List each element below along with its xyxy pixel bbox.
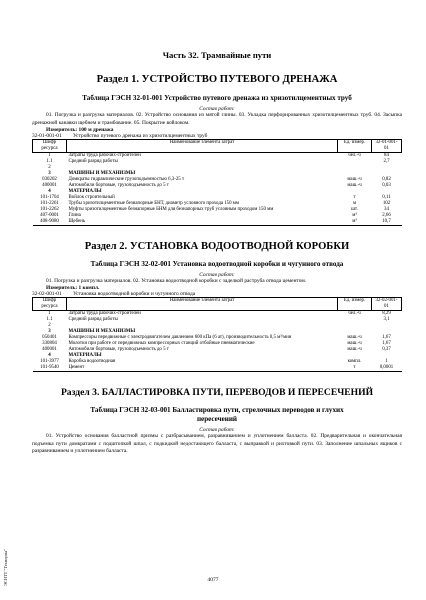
cell-code: 4 (48, 188, 51, 194)
cell-code: 1.1 (46, 317, 53, 323)
meter: Измеритель: 100 м дренажа (46, 126, 114, 133)
cell-unit: маш.-ч (347, 346, 362, 352)
cell-val: 1 (385, 358, 388, 364)
cell-unit: чел.-ч (348, 311, 361, 317)
composition-label: Состав работ: (199, 106, 235, 113)
cell-val: 0,03 (382, 182, 391, 188)
meter: Измеритель: 1 компл. (46, 285, 100, 292)
composition-text: 01. Погрузка и разгрузка материалов. 02. Установка водоотводной коробки с заделкой раструба отвода цементом. (46, 277, 307, 284)
cell-unit: маш.-ч (347, 341, 362, 346)
composition-label: Состав работ: (199, 271, 235, 278)
cell-name: Автомобили бортовые, грузоподъемность до 5 т (68, 182, 169, 188)
cell-name: МАТЕРИАЛЫ (68, 188, 102, 194)
cell-unit: м³ (352, 212, 357, 218)
header-code: Шифр ресурса (33, 298, 67, 311)
cell-code: 101-2262 (40, 206, 59, 212)
header-unit: Ед. измер. (338, 139, 372, 152)
table-row (33, 219, 402, 225)
cell-val: 0,37 (382, 346, 391, 352)
header-value: 32-02-001-01 (372, 298, 402, 311)
cell-name: Войлок строительный (68, 194, 115, 200)
cell-unit: маш.-ч (347, 176, 362, 182)
header-unit: Ед. измер. (338, 298, 372, 311)
cell-name: Средний разряд работы (68, 317, 118, 323)
cell-code: 030202 (42, 176, 57, 182)
cell-name: Щебень (68, 218, 86, 224)
cell-unit: шт. (351, 206, 358, 212)
cell-code: 2 (48, 323, 51, 329)
section-3-title: Раздел 3. БАЛЛАСТИРОВКА ПУТИ, ПЕРЕВОДОВ И ПЕРЕСЕЧЕНИЙ (60, 386, 374, 398)
part-title: Часть 32. Трамвайные пути (162, 50, 272, 60)
cell-code: 101-1704 (40, 194, 59, 200)
cell-val: 1,67 (382, 341, 391, 346)
resource-table-1 (32, 139, 402, 226)
cell-unit: м³ (352, 218, 357, 224)
composition-text: 01. Погрузка и разгрузка материалов. 02. Устройство основания из мятой глины. 03. Укладка перфорированных хризотилцементных труб. 04. Засыпка дренажной канавки щебнем и трамбование. 05. Покрытие войлоком. (32, 112, 402, 126)
table-row (33, 365, 402, 371)
cell-val: 0,11 (382, 194, 391, 200)
table-1-title: Таблица ГЭСН 32-01-001 Устройство путевого дренажа из хризотилцементных труб (82, 94, 352, 102)
cell-name: Молотки при работе от передвижных компрессорных станций отбойные пневматические (68, 341, 255, 346)
cell-unit: т (353, 364, 356, 370)
sub-name: Устройство путевого дренажа из хризотилцементных труб (73, 132, 208, 139)
cell-unit: компл. (347, 358, 362, 364)
cell-code: 400001 (42, 182, 57, 188)
table-3-title: Таблица ГЭСН 32-03-001 Балластировка пути, стрелочных переводов и глухих (90, 405, 344, 414)
cell-code: 101-3977 (40, 358, 59, 364)
cell-unit: маш.-ч (347, 182, 362, 188)
cell-code: 3 (48, 170, 51, 176)
table-header (33, 139, 402, 152)
sub-code: 32-01-001-01 (32, 132, 62, 139)
cell-val: 2,66 (382, 212, 391, 218)
cell-val: 2,7 (383, 158, 390, 164)
cell-name: Автомобили бортовые, грузоподъемность до 5 т (68, 346, 169, 352)
cell-unit: т (353, 194, 356, 200)
cell-name: Муфты хризотилцементные безнапорные БНМ для безнапорных труб условным проходом 150 мм (68, 206, 274, 212)
cell-name: Компрессоры передвижные с электродвигателем давлением 600 кПа (6 ат), производительность 0,5 м³/мин (68, 335, 292, 341)
cell-val: 1,67 (382, 335, 391, 341)
cell-code: 400001 (42, 346, 57, 352)
cell-code: 2 (48, 164, 51, 170)
sub-code: 32-02-001-01 (32, 291, 62, 298)
cell-unit: маш.-ч (347, 335, 362, 341)
section-2-title: Раздел 2. УСТАНОВКА ВОДООТВОДНОЙ КОРОБКИ (84, 240, 350, 252)
cell-val: 34 (384, 206, 389, 212)
header-name: Наименование элемента затрат (67, 139, 338, 152)
resource-table-2 (32, 297, 402, 372)
cell-name: Затраты труда рабочих-строителей (68, 152, 141, 158)
cell-name: Глина (68, 212, 81, 218)
document-page (32, 0, 402, 455)
cell-name: Затраты труда рабочих-строителей (68, 311, 141, 317)
cell-val: 8,29 (382, 311, 391, 317)
cell-name: МАШИНЫ И МЕХАНИЗМЫ (68, 329, 136, 335)
cell-code: 3 (48, 329, 51, 335)
cell-val: 102 (382, 200, 391, 206)
header-value: 32-01-001-01 (372, 139, 402, 152)
cell-code: 1 (48, 311, 51, 317)
table-2-title: Таблица ГЭСН 32-02-001 Установка водоотводной коробки и чугунного отвода (90, 259, 344, 268)
sub-name: Установка водоотводной коробки и чугунного отвода (73, 291, 196, 298)
cell-name: МАТЕРИАЛЫ (68, 352, 102, 358)
table-header (33, 298, 402, 311)
cell-name: МАШИНЫ И МЕХАНИЗМЫ (68, 170, 136, 176)
cell-code: 4 (48, 352, 51, 358)
cell-val: 84 (384, 152, 389, 158)
section-1-title: Раздел 1. УСТРОЙСТВО ПУТЕВОГО ДРЕНАЖА (96, 74, 338, 85)
cell-code: 050401 (42, 335, 57, 341)
table-3-title-cont: пересечений (196, 415, 238, 424)
header-name: Наименование элемента затрат (67, 298, 338, 311)
cell-code: 330804 (42, 341, 57, 346)
cell-name: Цемент (68, 364, 85, 370)
header-code: Шифр ресурса (33, 139, 67, 152)
cell-name: Домкраты гидравлические грузоподъемностью 6,3-25 т (68, 176, 185, 182)
stamp-text: ЭСНТТ "Технорма" (3, 548, 8, 586)
composition-text: 01. Устройство основания балластной призмы с разбрасыванием, разравниванием и уплотнением балласта. 02. Предварительная и окончательная подъемка пути домкратами с подштопкой шпал, с подкидкой недостающего балласта, с выправкой и рихтовкой пути. 03. Заполнение шпальных ящиков с разравниванием и уплотнением балласта. (32, 433, 402, 454)
cell-code: 1 (48, 152, 51, 158)
cell-val: 10,7 (382, 218, 391, 224)
cell-name: Коробка водоотводная (68, 358, 116, 364)
cell-name: Трубы хризотилцементные безнапорные БНТ, диаметр условного прохода 150 мм (68, 200, 239, 206)
cell-code: 101-9540 (40, 364, 59, 370)
cell-unit: м (352, 200, 357, 206)
cell-val: 0,82 (382, 176, 391, 182)
cell-val: 0,0001 (379, 364, 394, 370)
cell-unit: чел.-ч (348, 152, 361, 158)
page-number: 4077 (207, 577, 219, 583)
cell-val: 3,1 (383, 317, 390, 323)
cell-code: 101-2261 (40, 200, 59, 206)
cell-name: Средний разряд работы (68, 158, 118, 164)
cell-code: 408-9080 (40, 218, 59, 224)
composition-label: Состав работ: (199, 427, 235, 434)
cell-code: 1.1 (46, 158, 53, 164)
cell-code: 407-0001 (40, 212, 59, 218)
